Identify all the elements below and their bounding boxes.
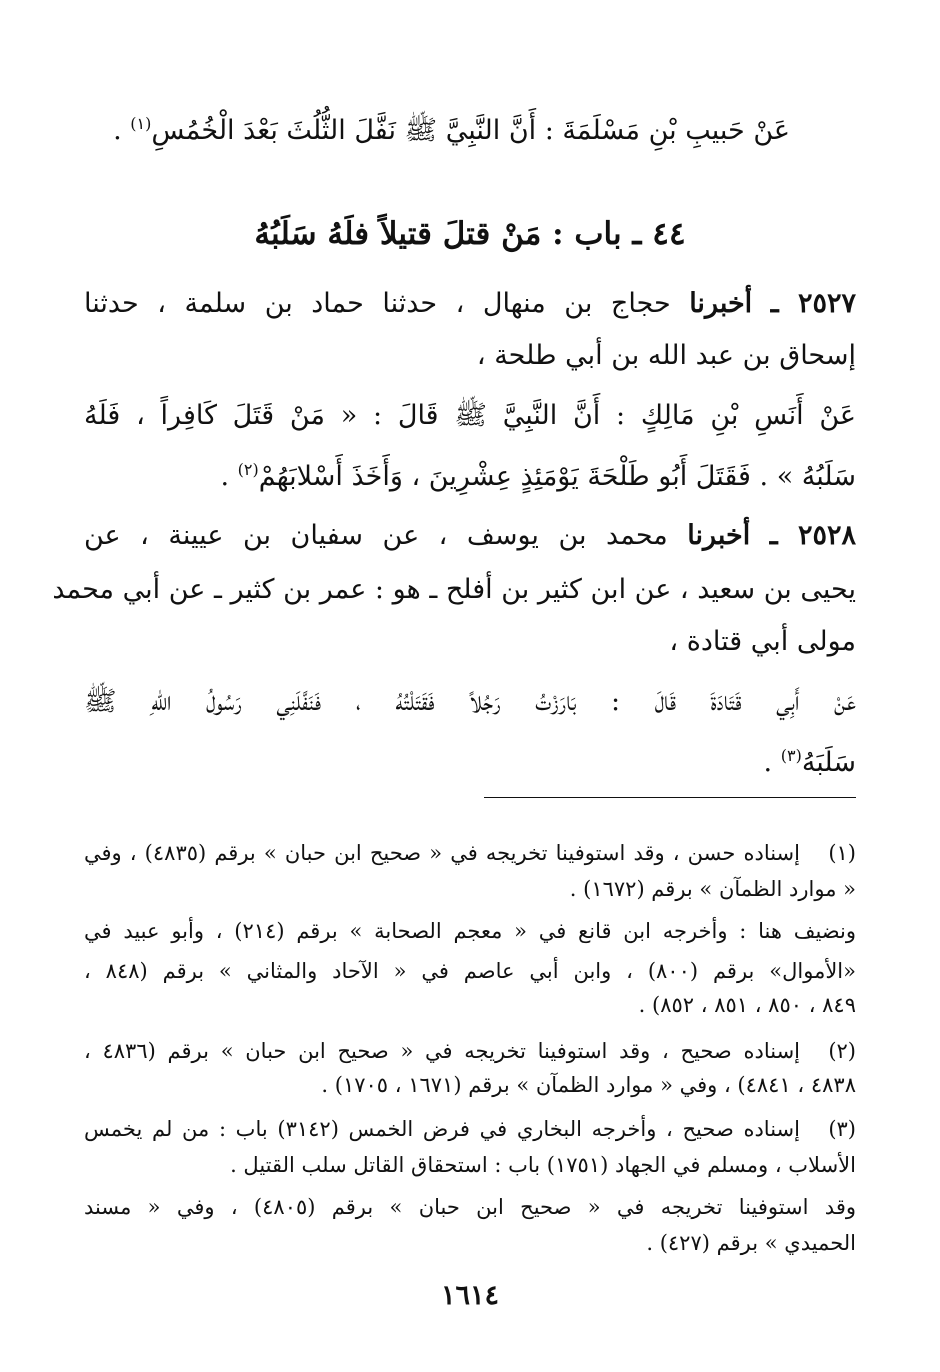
footnote-1-line3: ونضيف هنا : وأخرجه ابن قانع في « معجم الصحابة » برقم (٢١٤) ، وأبو عبيد في <box>84 919 856 943</box>
hadith-2527-matn-line2 <box>84 450 856 497</box>
footnote-separator <box>484 797 856 798</box>
footnote-1-line5: ٨٤٩ ، ٨٥٠ ، ٨٥١ ، ٨٥٢) . <box>638 993 856 1017</box>
hadith-number: ٢٥٢٨ ـ <box>769 520 856 551</box>
footnote-1-line1: إسناده حسن ، وقد استوفينا تخريجه في « صحيح ابن حبان » برقم (٤٨٣٥) ، وفي <box>84 841 800 865</box>
footnote-3-line4: الحميدي » برقم (٤٢٧) . <box>646 1231 856 1255</box>
footnote-3-line1: إسناده صحيح ، وأخرجه البخاري في فرض الخمس (٣١٤٢) باب : من لم يخمس <box>84 1117 800 1141</box>
matn-end: . <box>220 461 230 492</box>
hadith-2528-matn-line1: عَنْ أَبِي قَتَادَةَ قَالَ : بَارَزْتُ رَجُلاً فَقَتَلْتُهُ ، فَنَفَّلَنِي رَسُولُ اللهِ ﷺ <box>84 686 856 717</box>
hadith-2527-matn-line1: عَنْ أَنَسِ بْنِ مَالِكٍ : أَنَّ النَّبِيَّ ﷺ قَالَ : « مَنْ قَتَلَ كَافِراً ، فَلَهُ <box>84 400 857 431</box>
top-matn-end: . <box>113 115 122 146</box>
hadith-2528-line2: يحيى بن سعيد ، عن ابن كثير بن أفلح ـ هو : عمر بن كثير ـ عن أبي محمد <box>52 574 856 605</box>
hadith-2527-line1 <box>84 284 856 324</box>
footnote-ref: (١) <box>130 114 152 133</box>
footnote-3-line2: الأسلاب ، ومسلم في الجهاد (١٧٥١) باب : استحقاق القاتل سلب القتيل . <box>230 1153 856 1177</box>
chapter-heading: ٤٤ ـ باب : مَنْ قتلَ قتيلاً فلَهُ سَلَبُهُ <box>254 216 686 252</box>
footnote-1-line4: «الأموال» برقم (٨٠٠) ، وابن أبي عاصم في « الآحاد والمثاني » برقم (٨٤٨ ، <box>84 959 856 983</box>
footnote-ref: (٢) <box>237 460 259 479</box>
isnad-text: محمد بن يوسف ، عن سفيان بن عيينة ، عن <box>84 520 668 551</box>
footnote-label: (٣) <box>828 1117 856 1141</box>
matn-end: . <box>763 747 773 778</box>
footnote-2-line2: ٤٨٣٨ ، ٤٨٤١) ، وفي « موارد الظمآن » برقم (١٦٧١ ، ١٧٠٥) . <box>321 1073 856 1097</box>
hadith-2528-matn-line2 <box>84 736 856 783</box>
footnote-3-line3: وقد استوفينا تخريجه في « صحيح ابن حبان » برقم (٤٨٠٥) ، وفي « مسند <box>84 1195 857 1219</box>
matn-text: سَلَبَهُ <box>801 747 856 778</box>
top-matn-line <box>84 104 790 151</box>
page-number: ١٦١٤ <box>440 1280 499 1311</box>
footnote-label: (٢) <box>828 1039 856 1063</box>
hadith-lead: أخبرنا <box>687 520 751 551</box>
isnad-text: حجاج بن منهال ، حدثنا حماد بن سلمة ، حدثنا <box>84 288 671 319</box>
footnote-label: (١) <box>828 841 856 865</box>
footnote-1-line2: « موارد الظمآن » برقم (١٦٧٢) . <box>569 877 856 901</box>
hadith-2528-line1 <box>84 516 856 556</box>
hadith-lead: أخبرنا <box>689 288 753 319</box>
hadith-2528-line3: مولى أبي قتادة ، <box>669 626 856 657</box>
top-matn-text: عَنْ حَبيبِ بْنِ مَسْلَمَةَ : أَنَّ النَّبِيَّ ﷺ نَفَّلَ الثُّلُثَ بَعْدَ الْخُمُسِ <box>151 115 790 146</box>
hadith-2527-line2: إسحاق بن عبد الله بن أبي طلحة ، <box>476 340 856 371</box>
footnote-ref: (٣) <box>780 746 802 765</box>
hadith-number: ٢٥٢٧ ـ <box>770 288 856 319</box>
footnote-2-line1: إسناده صحيح ، وقد استوفينا تخريجه في « صحيح ابن حبان » برقم (٤٨٣٦ ، <box>84 1039 800 1063</box>
matn-text: سَلَبُهُ » . فَقَتَلَ أَبُو طَلْحَةَ يَوْمَئِذٍ عِشْرِينَ ، وَأَخَذَ أَسْلابَهُمْ <box>258 461 856 492</box>
